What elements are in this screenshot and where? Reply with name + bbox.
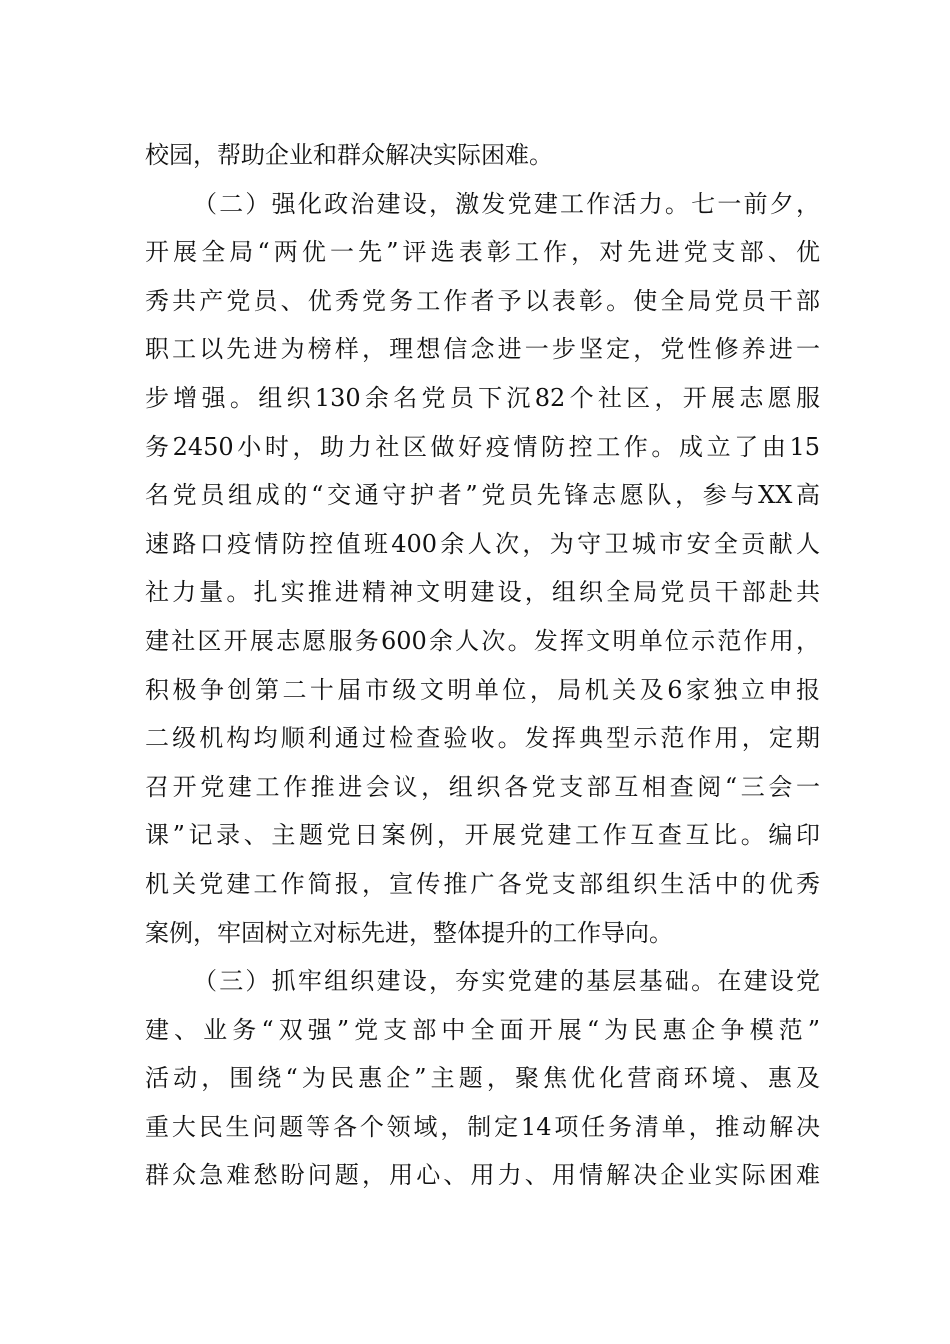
text-line: 积极争创第二十届市级文明单位，局机关及6家独立申报 bbox=[145, 675, 820, 704]
paragraph-first-line: （二）强化政治建设，激发党建工作活力。七一前夕， bbox=[193, 189, 820, 218]
paragraph-first-line: （三）抓牢组织建设，夯实党建的基层基础。在建设党 bbox=[193, 967, 820, 996]
text-line: 社力量。扎实推进精神文明建设，组织全局党员干部赴共 bbox=[145, 578, 820, 607]
text-line: 召开党建工作推进会议，组织各党支部互相查阅“三会一 bbox=[145, 772, 820, 801]
text-line: 开展全局“两优一先”评选表彰工作，对先进党支部、优 bbox=[145, 238, 820, 267]
text-line: 建社区开展志愿服务600余人次。发挥文明单位示范作用， bbox=[145, 626, 820, 655]
text-line: 重大民生问题等各个领域，制定14项任务清单，推动解决 bbox=[145, 1112, 820, 1141]
text-line: 二级机构均顺利通过检查验收。发挥典型示范作用，定期 bbox=[145, 724, 820, 753]
text-line: 秀共产党员、优秀党务工作者予以表彰。使全局党员干部 bbox=[145, 286, 820, 315]
text-line: 速路口疫情防控值班400余人次，为守卫城市安全贡献人 bbox=[145, 529, 820, 558]
text-line: 名党员组成的“交通守护者”党员先锋志愿队，参与XX高 bbox=[145, 481, 820, 510]
text-line: 步增强。组织130余名党员下沉82个社区，开展志愿服 bbox=[145, 383, 820, 412]
text-line: 职工以先进为榜样，理想信念进一步坚定，党性修养进一 bbox=[145, 335, 820, 364]
text-line: 机关党建工作简报，宣传推广各党支部组织生活中的优秀 bbox=[145, 869, 820, 898]
text-line: 案例，牢固树立对标先进，整体提升的工作导向。 bbox=[145, 918, 673, 947]
body-text bbox=[145, 131, 820, 1200]
text-line: 务2450小时，助力社区做好疫情防控工作。成立了由15 bbox=[145, 432, 820, 461]
text-line: 课”记录、主题党日案例，开展党建工作互查互比。编印 bbox=[145, 821, 820, 850]
text-line: 活动，围绕“为民惠企”主题，聚焦优化营商环境、惠及 bbox=[145, 1064, 820, 1093]
text-line: 群众急难愁盼问题，用心、用力、用情解决企业实际困难 bbox=[145, 1161, 820, 1190]
text-line: 校园，帮助企业和群众解决实际困难。 bbox=[145, 141, 553, 169]
text-line: 建、业务“双强”党支部中全面开展“为民惠企争模范” bbox=[145, 1015, 820, 1044]
